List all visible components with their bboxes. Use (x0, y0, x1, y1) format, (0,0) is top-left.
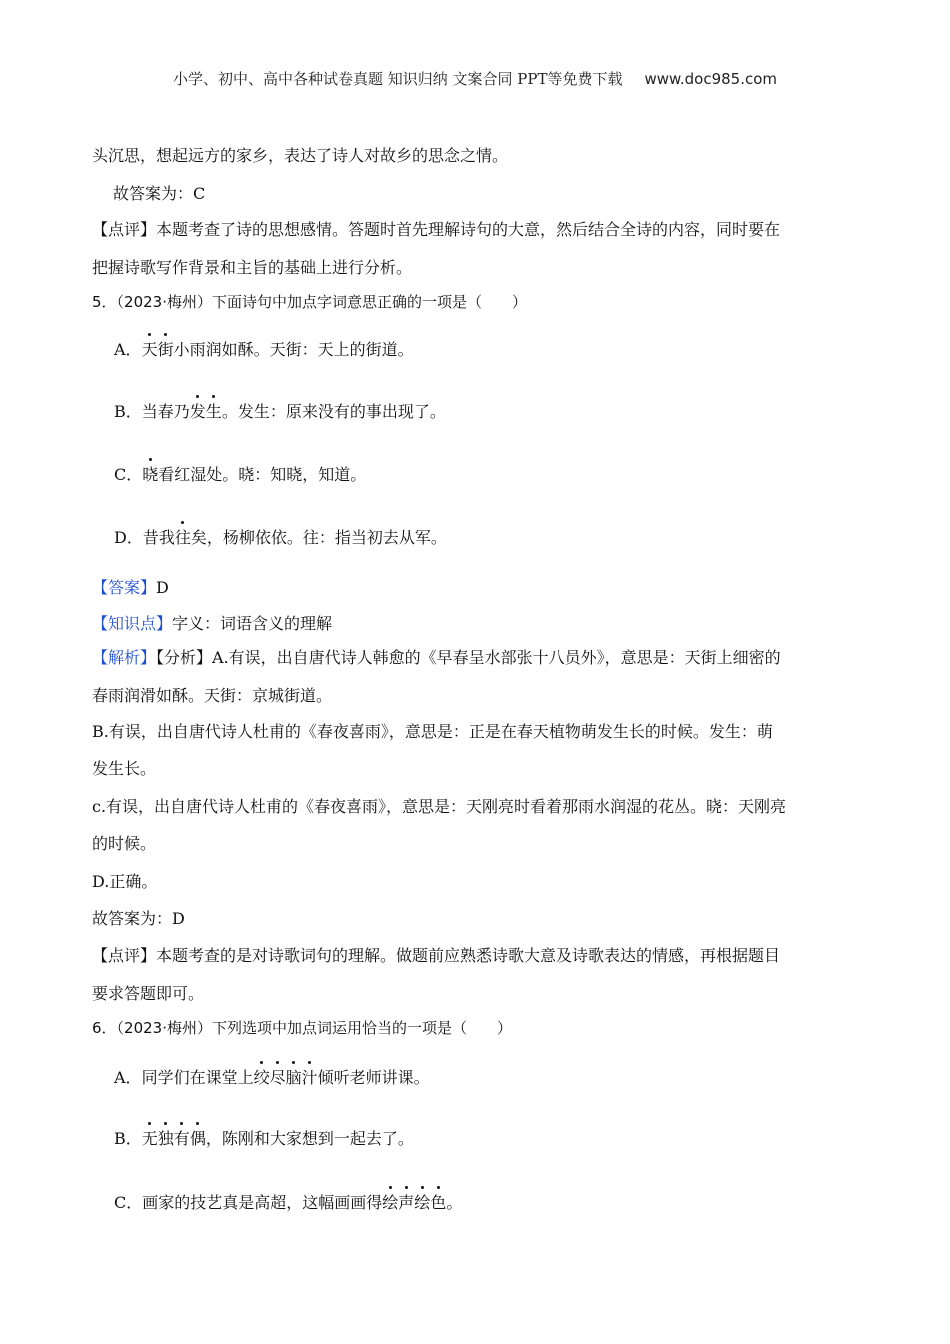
q6-stem: 6．（2023·梅州）下列选项中加点词运用恰当的一项是（ ） (92, 1019, 512, 1037)
emphasis-char: 往 (174, 528, 191, 547)
knowledge-tag: 【知识点】 (92, 614, 173, 633)
emphasis-char: 色 (430, 1193, 447, 1212)
dotted-word (190, 402, 222, 421)
header-text: 小学、初中、高中各种试卷真题 知识归纳 文案合同 PPT等免费下载 (172, 70, 623, 88)
emphasis-char: 偶 (189, 1129, 206, 1148)
emphasis-char: 绞 (253, 1068, 270, 1087)
q5-analysis-a2: 春雨润滑如酥。天街：京城街道。 (92, 686, 333, 705)
emphasis-char: 无 (141, 1129, 158, 1148)
q5-final-answer: 故答案为：D (92, 909, 185, 928)
q5-comment-line1 (92, 946, 780, 966)
prev-continuation: 头沉思，想起远方的家乡，表达了诗人对故乡的思念之情。 (92, 146, 509, 165)
option-rest: 。 (446, 1193, 463, 1212)
q5-option-d (114, 528, 447, 548)
option-rest: 看红湿处。晓：知晓，知道。 (158, 465, 367, 484)
q5-answer (92, 578, 169, 598)
q5-knowledge (92, 614, 332, 634)
q5-analysis-c1: c.有误，出自唐代诗人杜甫的《春夜喜雨》，意思是：天刚亮时看着那雨水润湿的花丛。晓：天刚亮 (92, 797, 787, 816)
comment-tag: 【点评】 (92, 946, 157, 965)
dotted-word (175, 528, 191, 547)
q6-option-b (114, 1129, 414, 1149)
emphasis-char: 汁 (301, 1068, 318, 1087)
option-rest: 小雨润如酥。天街：天上的街道。 (173, 340, 414, 359)
emphasis-char: 绘 (382, 1193, 399, 1212)
emphasis-char: 街 (157, 340, 174, 359)
answer-value: D (156, 578, 169, 597)
emphasis-char: 晓 (142, 465, 159, 484)
comment-tag: 【点评】 (92, 220, 157, 239)
option-label: A． (114, 1068, 142, 1087)
emphasis-char: 生 (205, 402, 222, 421)
option-rest: 倾听老师讲课。 (317, 1068, 430, 1087)
page-header (0, 68, 950, 89)
q5-option-c (114, 465, 366, 485)
emphasis-char: 有 (173, 1129, 190, 1148)
option-label: C． (114, 465, 143, 484)
option-label: D． (114, 528, 143, 547)
q6-option-c (114, 1193, 462, 1213)
prev-answer: 故答案为：C (113, 184, 206, 203)
q5-analysis-c2: 的时候。 (92, 834, 157, 853)
dotted-word (142, 1129, 206, 1148)
q5-stem: 5．（2023·梅州）下面诗句中加点字词意思正确的一项是（ ） (92, 293, 527, 311)
q5-analysis-a1 (92, 648, 781, 668)
prev-comment-line2: 把握诗歌写作背景和主旨的基础上进行分析。 (92, 258, 413, 277)
option-pre: 当春乃 (141, 402, 190, 421)
header-site: www.doc985.com (644, 70, 778, 88)
option-label: A． (114, 340, 142, 359)
emphasis-char: 绘 (414, 1193, 431, 1212)
option-label: C． (114, 1193, 143, 1212)
comment-text: 本题考查了诗的思想感情。答题时首先理解诗句的大意，然后结合全诗的内容，同时要在 (156, 220, 781, 239)
answer-tag: 【答案】 (92, 578, 157, 597)
q5-analysis-d: D.正确。 (92, 872, 158, 891)
analysis-tag: 【解析】 (92, 648, 157, 667)
q5-option-a (114, 340, 414, 360)
emphasis-char: 声 (398, 1193, 415, 1212)
emphasis-char: 独 (157, 1129, 174, 1148)
dotted-word (142, 340, 174, 359)
knowledge-value: 字义：词语含义的理解 (172, 614, 333, 633)
prev-comment-line1 (92, 220, 780, 240)
option-pre: 同学们在课堂上 (141, 1068, 254, 1087)
option-pre: 画家的技艺真是高超，这幅画画得 (142, 1193, 383, 1212)
emphasis-char: 尽 (269, 1068, 286, 1087)
option-label: B． (114, 1129, 142, 1148)
emphasis-char: 发 (189, 402, 206, 421)
q5-option-b (114, 402, 446, 422)
q5-comment-line2: 要求答题即可。 (92, 984, 205, 1003)
option-label: B． (114, 402, 142, 421)
option-rest: 。发生：原来没有的事出现了。 (221, 402, 446, 421)
option-pre: 昔我 (142, 528, 175, 547)
dotted-word (382, 1193, 446, 1212)
dotted-word (254, 1068, 318, 1087)
comment-text: 本题考查的是对诗歌词句的理解。做题前应熟悉诗歌大意及诗歌表达的情感，再根据题目 (156, 946, 781, 965)
dotted-word (142, 465, 158, 484)
q5-analysis-b2: 发生长。 (92, 759, 157, 778)
analysis-text: 【分析】A.有误，出自唐代诗人韩愈的《早春呈水部张十八员外》，意思是：天街上细密的 (156, 648, 781, 667)
emphasis-char: 天 (141, 340, 158, 359)
option-rest: ，陈刚和大家想到一起去了。 (205, 1129, 414, 1148)
q5-analysis-b1: B.有误，出自唐代诗人杜甫的《春夜喜雨》，意思是：正是在春天植物萌发生长的时候。发生：萌 (92, 722, 773, 741)
emphasis-char: 脑 (285, 1068, 302, 1087)
option-rest: 矣，杨柳依依。往：指当初去从军。 (190, 528, 447, 547)
q6-option-a (114, 1068, 430, 1088)
